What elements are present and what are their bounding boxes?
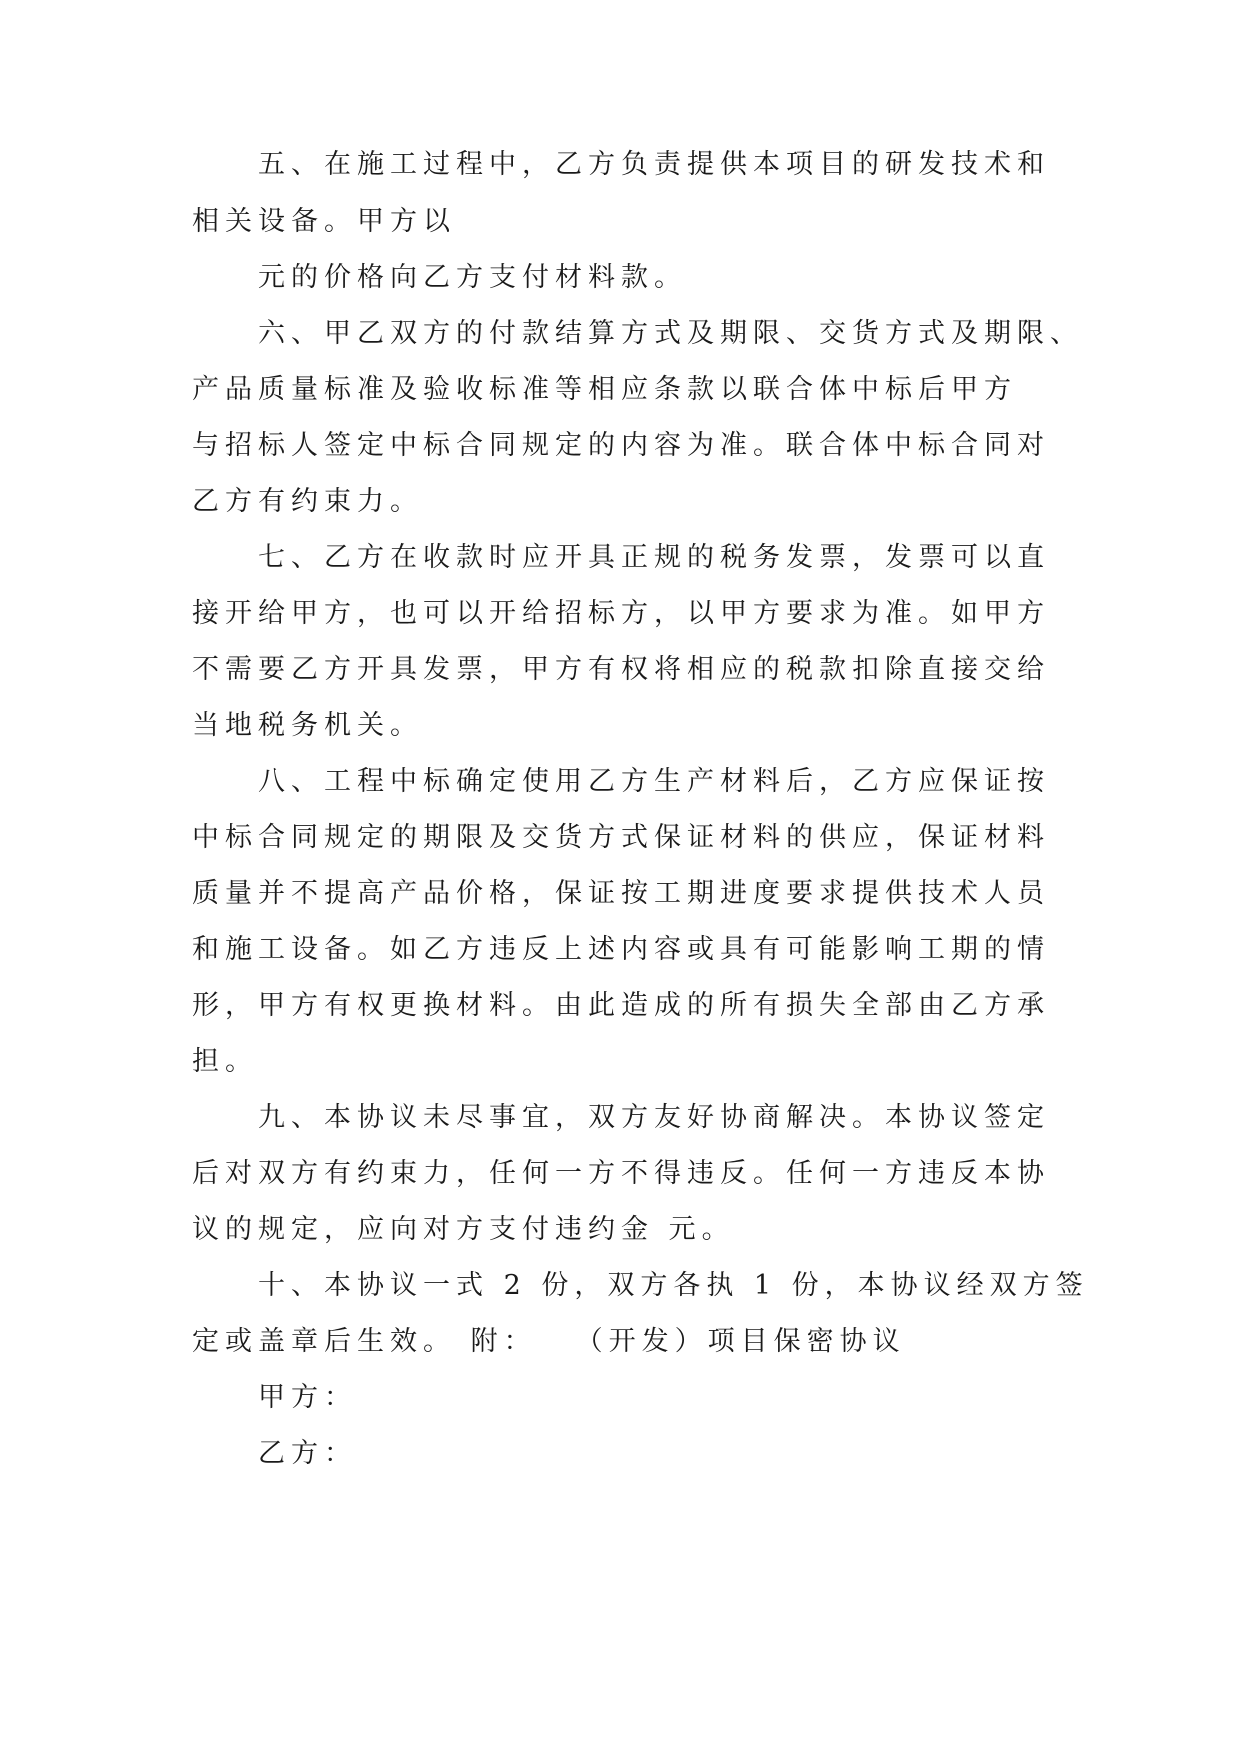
clause-7-line-2: 接开给甲方，也可以开给招标方，以甲方要求为准。如甲方	[192, 598, 1050, 629]
clause-5-line-2: 相关设备。甲方以	[192, 206, 456, 237]
clause-8-line-3: 质量并不提高产品价格，保证按工期进度要求提供技术人员	[192, 878, 1050, 909]
clause-8-line-2: 中标合同规定的期限及交货方式保证材料的供应，保证材料	[192, 822, 1050, 853]
clause-6-line-1: 六、甲乙双方的付款结算方式及期限、交货方式及期限、	[258, 318, 1083, 349]
clause-8-line-6: 担。	[192, 1046, 258, 1077]
clause-7-line-1: 七、乙方在收款时应开具正规的税务发票，发票可以直	[258, 542, 1050, 573]
clause-9-line-1: 九、本协议未尽事宜，双方友好协商解决。本协议签定	[258, 1102, 1050, 1133]
clause-5-line-3: 元的价格向乙方支付材料款。	[258, 262, 687, 293]
clause-9-line-2: 后对双方有约束力，任何一方不得违反。任何一方违反本协	[192, 1158, 1050, 1189]
clause-6-line-4: 乙方有约束力。	[192, 486, 423, 517]
clause-5-line-1: 五、在施工过程中，乙方负责提供本项目的研发技术和	[258, 149, 1050, 180]
clause-8-line-1: 八、工程中标确定使用乙方生产材料后，乙方应保证按	[258, 766, 1050, 797]
party-b-signature: 乙方：	[258, 1438, 357, 1469]
clause-10-line-2: 定或盖章后生效。 附： （开发）项目保密协议	[192, 1326, 906, 1357]
clause-7-line-3: 不需要乙方开具发票，甲方有权将相应的税款扣除直接交给	[192, 654, 1050, 685]
clause-9-line-3: 议的规定，应向对方支付违约金 元。	[192, 1214, 735, 1245]
clause-8-line-4: 和施工设备。如乙方违反上述内容或具有可能影响工期的情	[192, 934, 1050, 965]
party-a-signature: 甲方：	[258, 1382, 357, 1413]
clause-8-line-5: 形，甲方有权更换材料。由此造成的所有损失全部由乙方承	[192, 990, 1050, 1021]
clause-6-line-2: 产品质量标准及验收标准等相应条款以联合体中标后甲方	[192, 374, 1017, 405]
clause-7-line-4: 当地税务机关。	[192, 710, 423, 741]
clause-10-line-1: 十、本协议一式 2 份，双方各执 1 份，本协议经双方签	[258, 1270, 1089, 1301]
clause-6-line-3: 与招标人签定中标合同规定的内容为准。联合体中标合同对	[192, 430, 1050, 461]
